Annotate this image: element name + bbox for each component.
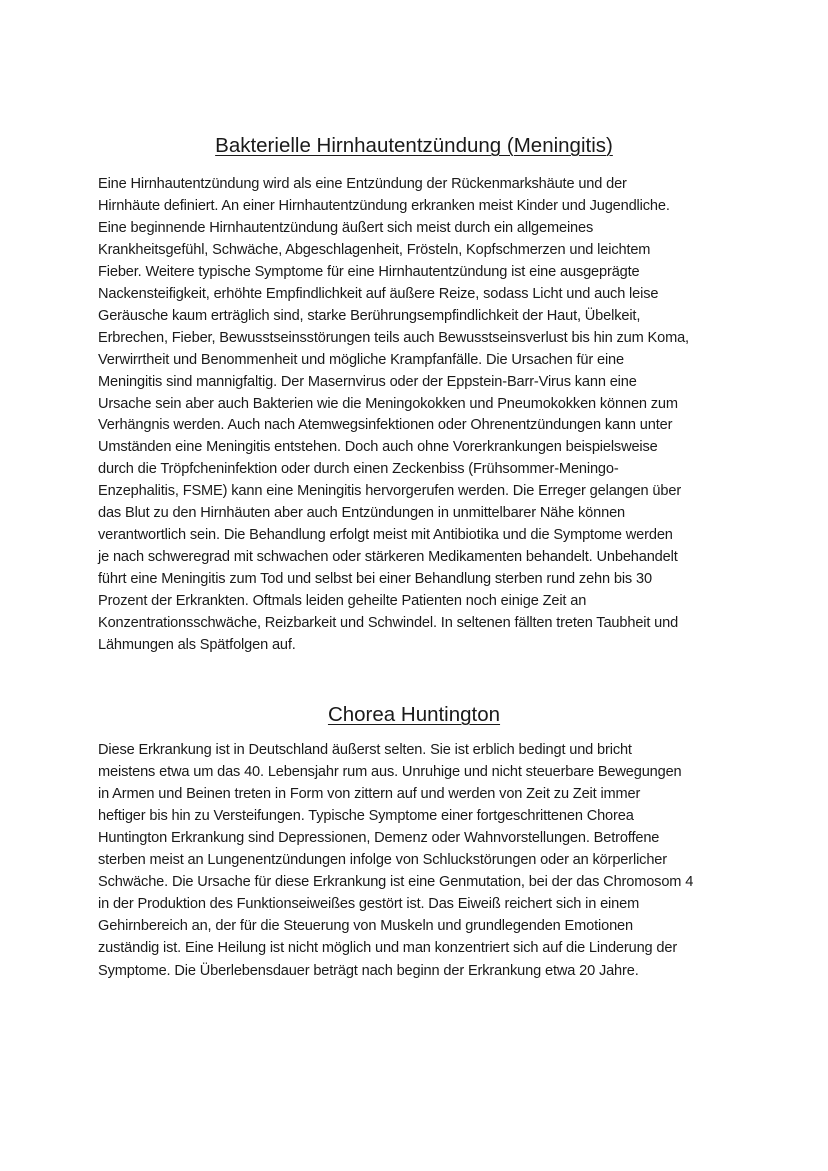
text-line: Meningitis sind mannigfaltig. Der Masernvirus oder der Eppstein-Barr-Virus kann eine [98, 373, 637, 390]
text-line: Nackensteifigkeit, erhöhte Empfindlichkeit auf äußere Reize, sodass Licht und auch leise [98, 285, 659, 302]
text-line: Hirnhäute definiert. An einer Hirnhautentzündung erkranken meist Kinder und Jugendliche. [98, 197, 670, 214]
text-line: Gehirnbereich an, der für die Steuerung von Muskeln und grundlegenden Emotionen [98, 918, 633, 935]
section-title-meningitis [0, 133, 828, 159]
text-line: je nach schweregrad mit schwachen oder stärkeren Medikamenten behandelt. Unbehandelt [98, 549, 678, 566]
text-line: in Armen und Beinen treten in Form von zittern auf und werden von Zeit zu Zeit immer [98, 786, 641, 803]
text-line: Erbrechen, Fieber, Bewusstseinsstörungen teils auch Bewusstseinsverlust bis hin zum Koma, [98, 329, 689, 346]
text-line: Geräusche kaum erträglich sind, starke Berührungsempfindlichkeit der Haut, Übelkeit, [98, 307, 641, 324]
text-line: durch die Tröpfcheninfektion oder durch einen Zeckenbiss (Frühsommer-Meningo- [98, 461, 619, 478]
text-line: Eine Hirnhautentzündung wird als eine Entzündung der Rückenmarkshäute und der [98, 176, 627, 192]
text-line: führt eine Meningitis zum Tod und selbst bei einer Behandlung sterben rund zehn bis 30 [98, 571, 652, 588]
text-line: Verwirrtheit und Benommenheit und mögliche Krampfanfälle. Die Ursachen für eine [98, 351, 624, 368]
text-line: Symptome. Die Überlebensdauer beträgt nach beginn der Erkrankung etwa 20 Jahre. [98, 962, 639, 979]
text-line: in der Produktion des Funktionseiweißes gestört ist. Das Eiweiß reichert sich in einem [98, 896, 640, 913]
text-line: Huntington Erkrankung sind Depressionen, Demenz oder Wahnvorstellungen. Betroffene [98, 830, 660, 847]
text-line: Ursache sein aber auch Bakterien wie die Meningokokken und Pneumokokken können zum [98, 395, 678, 412]
text-line: Lähmungen als Spätfolgen auf. [98, 636, 296, 653]
text-line: das Blut zu den Hirnhäuten aber auch Entzündungen in unmittelbarer Nähe können [98, 505, 626, 522]
text-line: zuständig ist. Eine Heilung ist nicht möglich und man konzentriert sich auf die Linderung der [98, 940, 678, 957]
text-line: Verhängnis werden. Auch nach Atemwegsinfektionen oder Ohrenentzündungen kann unter [98, 417, 673, 434]
text-line: Konzentrationsschwäche, Reizbarkeit und Schwindel. In seltenen fällten treten Taubheit und [98, 615, 679, 631]
text-line: sterben meist an Lungenentzündungen infolge von Schluckstörungen oder an körperlicher [98, 852, 667, 869]
text-line: meistens etwa um das 40. Lebensjahr rum aus. Unruhige und nicht steuerbare Bewegungen [98, 764, 682, 781]
text-line: Umständen eine Meningitis entstehen. Doch auch ohne Vorerkrankungen beispielsweise [98, 439, 658, 456]
text-line: Krankheitsgefühl, Schwäche, Abgeschlagenheit, Frösteln, Kopfschmerzen und leichtem [98, 241, 651, 258]
text-line: Enzephalitis, FSME) kann eine Meningitis hervorgerufen werden. Die Erreger gelangen über [98, 483, 682, 500]
section-title-huntington-text: Chorea Huntington [327, 703, 501, 726]
text-line: Fieber. Weitere typische Symptome für eine Hirnhautentzündung ist eine ausgeprägte [98, 263, 640, 280]
text-line: verantwortlich sein. Die Behandlung erfolgt meist mit Antibiotika und die Symptome werden [98, 527, 673, 544]
text-line: Eine beginnende Hirnhautentzündung äußert sich meist durch ein allgemeines [98, 219, 594, 236]
text-line: Diese Erkrankung ist in Deutschland äußerst selten. Sie ist erblich bedingt und bricht [98, 742, 632, 758]
section-title-huntington [0, 702, 828, 728]
text-line: heftiger bis hin zu Versteifungen. Typische Symptome einer fortgeschrittenen Chorea [98, 808, 634, 825]
text-line: Schwäche. Die Ursache für diese Erkrankung ist eine Genmutation, bei der das Chromosom 4 [98, 874, 694, 891]
text-line: Prozent der Erkrankten. Oftmals leiden geheilte Patienten noch einige Zeit an [98, 593, 587, 610]
section-title-meningitis-text: Bakterielle Hirnhautentzündung (Meningitis) [215, 134, 613, 157]
